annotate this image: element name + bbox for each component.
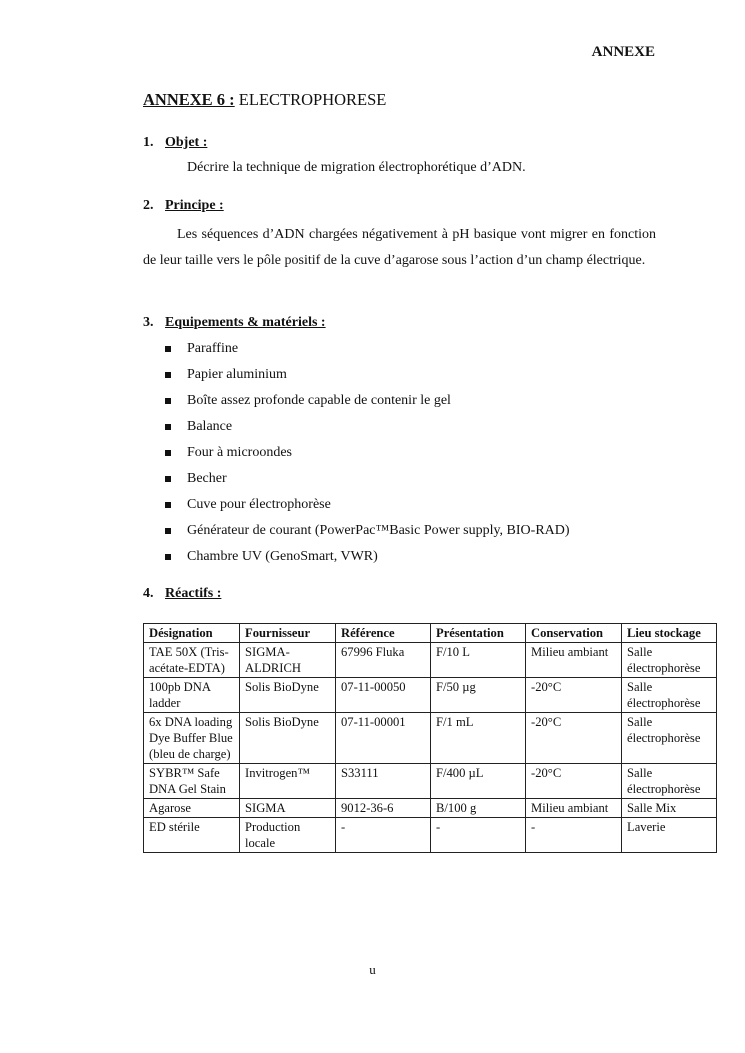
table-cell: SYBR™ Safe DNA Gel Stain xyxy=(144,764,240,799)
section-objet-heading xyxy=(143,135,207,151)
objet-text: Décrire la technique de migration électrophorétique d’ADN. xyxy=(187,160,526,175)
square-bullet-icon xyxy=(165,528,171,534)
section-title: Réactifs : xyxy=(165,586,222,601)
square-bullet-icon xyxy=(165,398,171,404)
square-bullet-icon xyxy=(165,554,171,560)
list-item xyxy=(165,518,570,544)
column-header: Lieu stockage xyxy=(622,624,717,643)
annex-title xyxy=(143,90,386,110)
table-cell: -20°C xyxy=(526,678,622,713)
table-cell: F/10 L xyxy=(431,643,526,678)
table-cell: 07-11-00050 xyxy=(336,678,431,713)
table-cell: ED stérile xyxy=(144,818,240,853)
square-bullet-icon xyxy=(165,346,171,352)
square-bullet-icon xyxy=(165,372,171,378)
section-title: Principe : xyxy=(165,198,224,213)
reagents-table xyxy=(143,623,717,853)
annex-title-label: ANNEXE 6 : xyxy=(143,90,235,109)
table-cell: SIGMA xyxy=(240,799,336,818)
table-cell: Laverie xyxy=(622,818,717,853)
list-item xyxy=(165,440,570,466)
column-header: Présentation xyxy=(431,624,526,643)
table-cell: -20°C xyxy=(526,713,622,764)
list-item-text: Boîte assez profonde capable de contenir le gel xyxy=(187,393,451,408)
square-bullet-icon xyxy=(165,424,171,430)
list-item xyxy=(165,336,570,362)
list-item-text: Becher xyxy=(187,471,227,486)
table-cell: Milieu ambiant xyxy=(526,799,622,818)
table-cell: Solis BioDyne xyxy=(240,678,336,713)
square-bullet-icon xyxy=(165,502,171,508)
list-item-text: Four à microondes xyxy=(187,445,292,460)
table-row xyxy=(144,678,717,713)
table-cell: S33111 xyxy=(336,764,431,799)
table-row xyxy=(144,643,717,678)
column-header: Conservation xyxy=(526,624,622,643)
square-bullet-icon xyxy=(165,476,171,482)
table-cell: 9012-36-6 xyxy=(336,799,431,818)
table-cell: - xyxy=(336,818,431,853)
table-row xyxy=(144,764,717,799)
table-cell: Salle électrophorèse xyxy=(622,643,717,678)
list-item xyxy=(165,362,570,388)
table-cell: F/50 µg xyxy=(431,678,526,713)
table-cell: 67996 Fluka xyxy=(336,643,431,678)
list-item-text: Générateur de courant (PowerPac™Basic Power supply, BIO-RAD) xyxy=(187,523,570,538)
principe-text: Les séquences d’ADN chargées négativement à pH basique vont migrer en fonction de leur taille vers le pôle positif de la cuve d’agarose sous l’action d’un champ électrique. xyxy=(143,227,656,268)
list-item xyxy=(165,544,570,570)
table-cell: Milieu ambiant xyxy=(526,643,622,678)
table-cell: 6x DNA loading Dye Buffer Blue (bleu de charge) xyxy=(144,713,240,764)
section-number: 1. xyxy=(143,135,154,150)
table-cell: - xyxy=(526,818,622,853)
table-cell: SIGMA-ALDRICH xyxy=(240,643,336,678)
column-header: Fournisseur xyxy=(240,624,336,643)
list-item xyxy=(165,492,570,518)
table-cell: B/100 g xyxy=(431,799,526,818)
table-cell: Salle Mix xyxy=(622,799,717,818)
list-item-text: Papier aluminium xyxy=(187,367,287,382)
table-cell: -20°C xyxy=(526,764,622,799)
table-cell: Agarose xyxy=(144,799,240,818)
list-item xyxy=(165,414,570,440)
section-number: 4. xyxy=(143,586,154,601)
column-header: Désignation xyxy=(144,624,240,643)
square-bullet-icon xyxy=(165,450,171,456)
table-cell: 100pb DNA ladder xyxy=(144,678,240,713)
list-item-text: Paraffine xyxy=(187,341,239,356)
table-cell: Salle électrophorèse xyxy=(622,713,717,764)
column-header: Référence xyxy=(336,624,431,643)
annex-title-text: ELECTROPHORESE xyxy=(238,90,387,109)
list-item xyxy=(165,466,570,492)
table-header-row xyxy=(144,624,717,643)
table-cell: - xyxy=(431,818,526,853)
table-row xyxy=(144,799,717,818)
table-cell: TAE 50X (Tris-acétate-EDTA) xyxy=(144,643,240,678)
table-cell: Salle électrophorèse xyxy=(622,764,717,799)
list-item xyxy=(165,388,570,414)
equipment-list xyxy=(165,336,570,570)
running-header: ANNEXE xyxy=(591,44,655,60)
list-item-text: Balance xyxy=(187,419,233,434)
table-row xyxy=(144,713,717,764)
table-cell: F/1 mL xyxy=(431,713,526,764)
table-cell: 07-11-00001 xyxy=(336,713,431,764)
page-number: u xyxy=(369,962,376,977)
section-number: 2. xyxy=(143,198,154,213)
list-item-text: Cuve pour électrophorèse xyxy=(187,497,331,512)
list-item-text: Chambre UV (GenoSmart, VWR) xyxy=(187,549,378,564)
section-title: Objet : xyxy=(165,135,208,150)
section-equipements-heading xyxy=(143,315,326,331)
table-cell: Invitrogen™ xyxy=(240,764,336,799)
table-cell: Production locale xyxy=(240,818,336,853)
section-number: 3. xyxy=(143,315,154,330)
section-principe-heading xyxy=(143,198,224,214)
table-cell: Solis BioDyne xyxy=(240,713,336,764)
table-cell: F/400 µL xyxy=(431,764,526,799)
section-title: Equipements & matériels : xyxy=(165,315,326,330)
table-row xyxy=(144,818,717,853)
table-cell: Salle électrophorèse xyxy=(622,678,717,713)
section-reactifs-heading xyxy=(143,586,221,602)
